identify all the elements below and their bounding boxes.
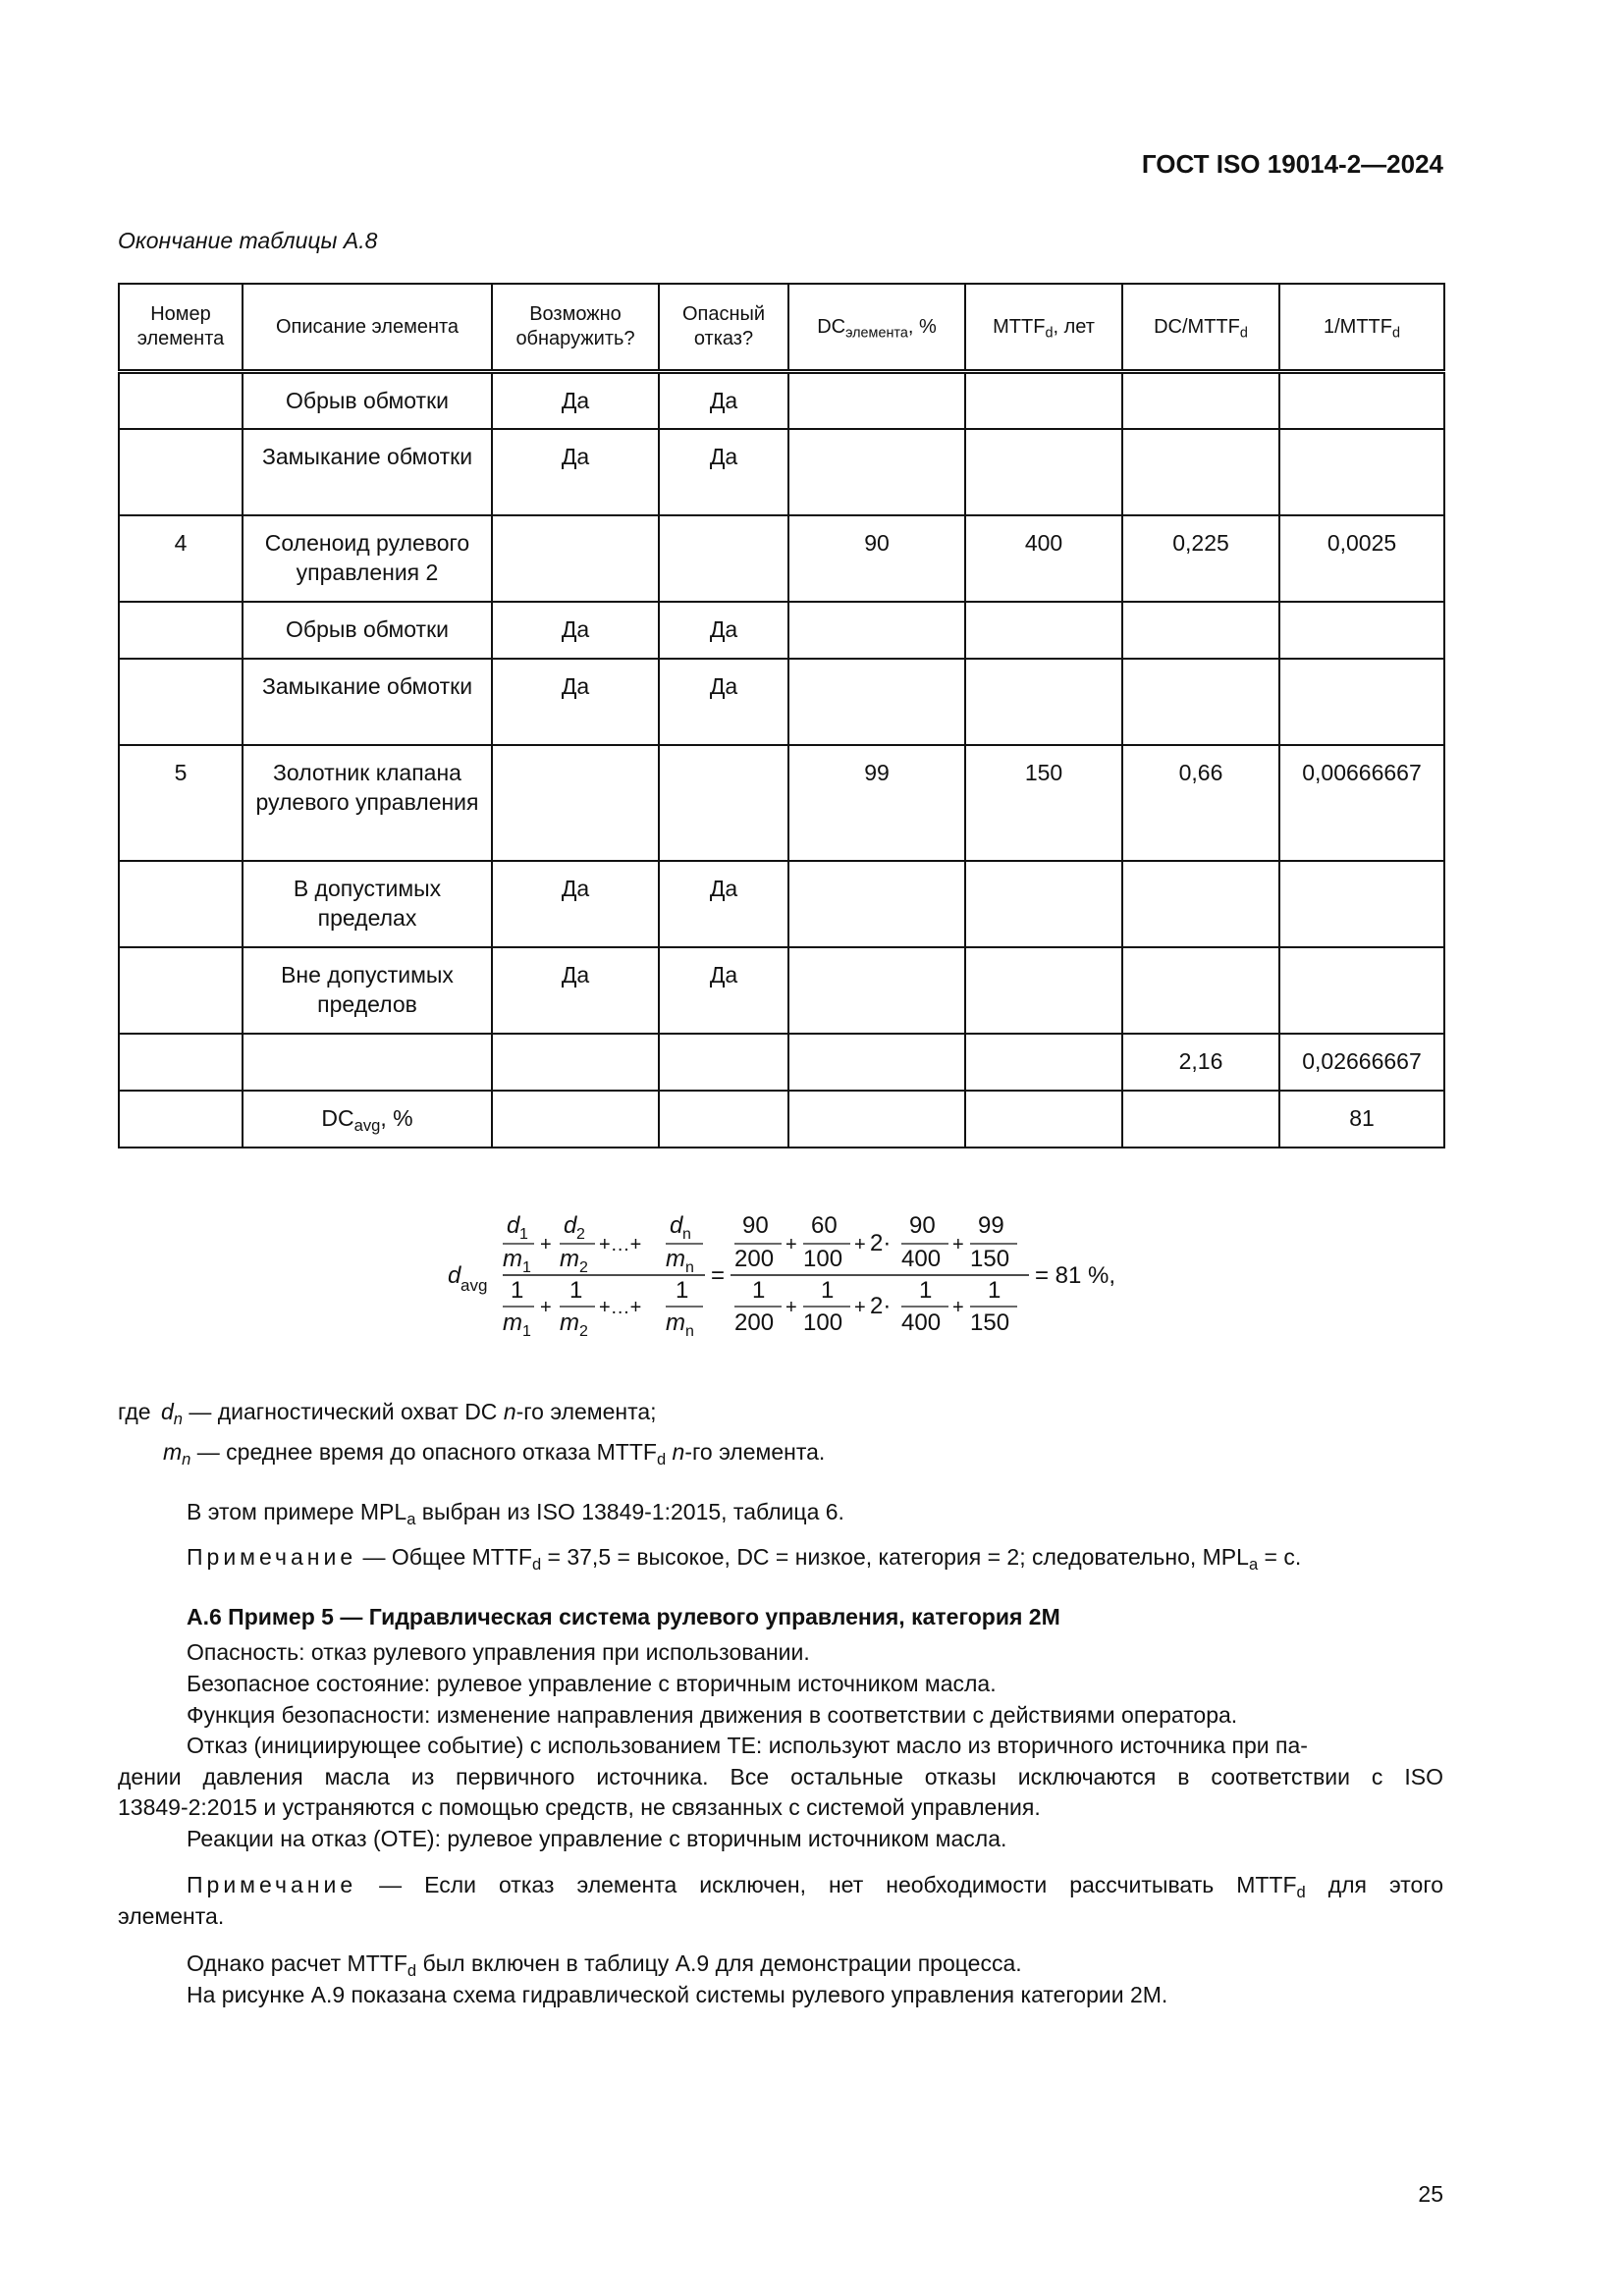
- formula-right-denominator: [734, 1277, 1017, 1336]
- formula-left-numerator: [503, 1212, 703, 1276]
- svg-text:1: 1: [511, 1277, 524, 1304]
- where-mn: $m_n$ — среднее время до опасного отказа $MTTF_d$ n-го элемента.: [163, 1439, 826, 1468]
- line-safety-function: Функция безопасности: изменение направления движения в соответствии с действиями оператора.: [187, 1702, 1238, 1728]
- header-mttf: $MTTF_d$, лет: [965, 284, 1122, 372]
- svg-text:2: 2: [576, 1226, 585, 1243]
- note-exclusion-cont: элемента.: [118, 1903, 225, 1929]
- svg-text:+: +: [540, 1297, 552, 1318]
- line-failure-c: 13849-2:2015 и устраняются с помощью средств, не связанных с системой управления.: [118, 1794, 1041, 1820]
- svg-text:= 81 %,: = 81 %,: [1035, 1262, 1116, 1289]
- svg-text:400: 400: [901, 1246, 942, 1272]
- header-desc: Описание элемента: [243, 284, 492, 372]
- svg-text:150: 150: [970, 1246, 1010, 1272]
- table-row-average: [119, 1091, 1444, 1148]
- svg-text:m: m: [560, 1246, 579, 1272]
- svg-text:+: +: [952, 1234, 964, 1255]
- svg-text:+: +: [785, 1234, 797, 1255]
- element-table: [118, 283, 1445, 1148]
- line-safe-state: Безопасное состояние: рулевое управление с вторичным источником масла.: [187, 1671, 997, 1696]
- svg-text:90: 90: [909, 1212, 936, 1239]
- formula-lhs: [448, 1262, 487, 1295]
- svg-text:2: 2: [579, 1259, 588, 1276]
- formula-right-numerator: [734, 1212, 1017, 1272]
- header-num: Номер элемента: [119, 284, 243, 372]
- svg-text:+: +: [952, 1297, 964, 1318]
- svg-text:100: 100: [803, 1246, 843, 1272]
- svg-text:n: n: [685, 1323, 694, 1340]
- svg-text:200: 200: [734, 1309, 775, 1336]
- svg-text:90: 90: [742, 1212, 769, 1239]
- header-detect: Возможно обнаружить?: [492, 284, 659, 372]
- svg-text:m: m: [666, 1246, 685, 1272]
- svg-text:1: 1: [569, 1277, 583, 1304]
- svg-text:=: =: [711, 1262, 726, 1289]
- svg-text:100: 100: [803, 1309, 843, 1336]
- line-reaction: Реакции на отказ (ОТЕ): рулевое управление с вторичным источником масла.: [187, 1826, 1007, 1851]
- svg-text:d: d: [448, 1262, 461, 1289]
- para-figure-ref: На рисунке А.9 показана схема гидравлической системы рулевого управления категории 2М.: [187, 1982, 1168, 2007]
- svg-text:2·: 2·: [870, 1293, 892, 1319]
- svg-text:n: n: [682, 1226, 691, 1243]
- svg-text:m: m: [503, 1246, 522, 1272]
- avg-value: 81: [1279, 1091, 1444, 1148]
- table-header-row: [119, 284, 1444, 372]
- svg-text:99: 99: [978, 1212, 1004, 1239]
- svg-text:1: 1: [988, 1277, 1001, 1304]
- svg-text:d: d: [507, 1212, 520, 1239]
- svg-text:200: 200: [734, 1246, 775, 1272]
- table-row: В допустимых пределах Да Да: [119, 861, 1444, 947]
- svg-text:+: +: [854, 1297, 866, 1318]
- mpl-paragraph: В этом примере $MPL_a$ выбран из ISO 13849-1:2015, таблица 6.: [187, 1499, 844, 1528]
- svg-text:+…+: +…+: [599, 1234, 642, 1255]
- document-header: ГОСТ ISO 19014-2—2024: [1141, 149, 1443, 179]
- svg-text:avg: avg: [460, 1276, 488, 1295]
- svg-text:1: 1: [919, 1277, 933, 1304]
- svg-text:m: m: [560, 1309, 579, 1336]
- formula-left-denominator: [503, 1277, 703, 1340]
- svg-text:2·: 2·: [870, 1230, 892, 1256]
- table-caption: Окончание таблицы А.8: [118, 228, 378, 253]
- svg-text:d: d: [564, 1212, 577, 1239]
- svg-text:2: 2: [579, 1323, 588, 1340]
- where-dn: где $d_n$ — диагностический охват DC n-го элемента;: [118, 1399, 657, 1428]
- svg-text:400: 400: [901, 1309, 942, 1336]
- svg-text:150: 150: [970, 1309, 1010, 1336]
- note-exclusion: Примечание — Если отказ элемента исключен, нет необходимости рассчитывать $MTTF_d$ для этого: [187, 1872, 1443, 1901]
- avg-label: $DC_{avg}$, %: [243, 1091, 492, 1148]
- para-mttf-table: Однако расчет $MTTF_d$ был включен в таблицу А.9 для демонстрации процесса.: [187, 1950, 1022, 1980]
- table-row: 2,16 0,02666667: [119, 1034, 1444, 1091]
- svg-text:+: +: [785, 1297, 797, 1318]
- line-hazard: Опасность: отказ рулевого управления при использовании.: [187, 1639, 810, 1665]
- header-dc: $DC_{элемента}$, %: [788, 284, 965, 372]
- svg-text:60: 60: [811, 1212, 838, 1239]
- table-row: Обрыв обмотки Да Да: [119, 372, 1444, 429]
- dc-average-formula: [442, 1205, 1129, 1343]
- svg-text:1: 1: [752, 1277, 766, 1304]
- svg-text:1: 1: [519, 1226, 528, 1243]
- section-title: А.6 Пример 5 — Гидравлическая система рулевого управления, категория 2М: [187, 1604, 1060, 1629]
- table-row: Замыкание обмотки Да Да: [119, 429, 1444, 515]
- note-mttf: Примечание — Общее $MTTF_d = 37,5$ = высокое, DC = низкое, категория = 2; следовательно, $MPL_a = c$.: [187, 1544, 1302, 1574]
- table-row: 4 Соленоид рулевого управления 2 90 400 0,225 0,0025: [119, 515, 1444, 602]
- svg-text:+…+: +…+: [599, 1297, 642, 1318]
- header-dc-mttf: $DC/MTTF_d$: [1122, 284, 1279, 372]
- svg-text:+: +: [540, 1234, 552, 1255]
- page-number: 25: [1418, 2181, 1443, 2207]
- line-failure-b: дении давления масла из первичного источника. Все остальные отказы исключаются в соответствии с ISO: [118, 1764, 1443, 1789]
- line-failure-a: Отказ (инициирующее событие) с использованием ТЕ: используют масло из вторичного источника при па-: [187, 1733, 1308, 1758]
- svg-text:1: 1: [522, 1259, 531, 1276]
- svg-text:1: 1: [821, 1277, 835, 1304]
- svg-text:m: m: [666, 1309, 685, 1336]
- svg-text:1: 1: [676, 1277, 689, 1304]
- table-row: 5 Золотник клапана рулевого управления 99 150 0,66 0,00666667: [119, 745, 1444, 861]
- header-danger: Опасный отказ?: [659, 284, 788, 372]
- svg-text:m: m: [503, 1309, 522, 1336]
- header-inv-mttf: $1/MTTF_d$: [1279, 284, 1444, 372]
- svg-text:n: n: [685, 1259, 694, 1276]
- table-row: Вне допустимых пределов Да Да: [119, 947, 1444, 1034]
- svg-text:1: 1: [522, 1323, 531, 1340]
- table-row: Обрыв обмотки Да Да: [119, 602, 1444, 659]
- svg-text:+: +: [854, 1234, 866, 1255]
- table-row: Замыкание обмотки Да Да: [119, 659, 1444, 745]
- svg-text:d: d: [670, 1212, 683, 1239]
